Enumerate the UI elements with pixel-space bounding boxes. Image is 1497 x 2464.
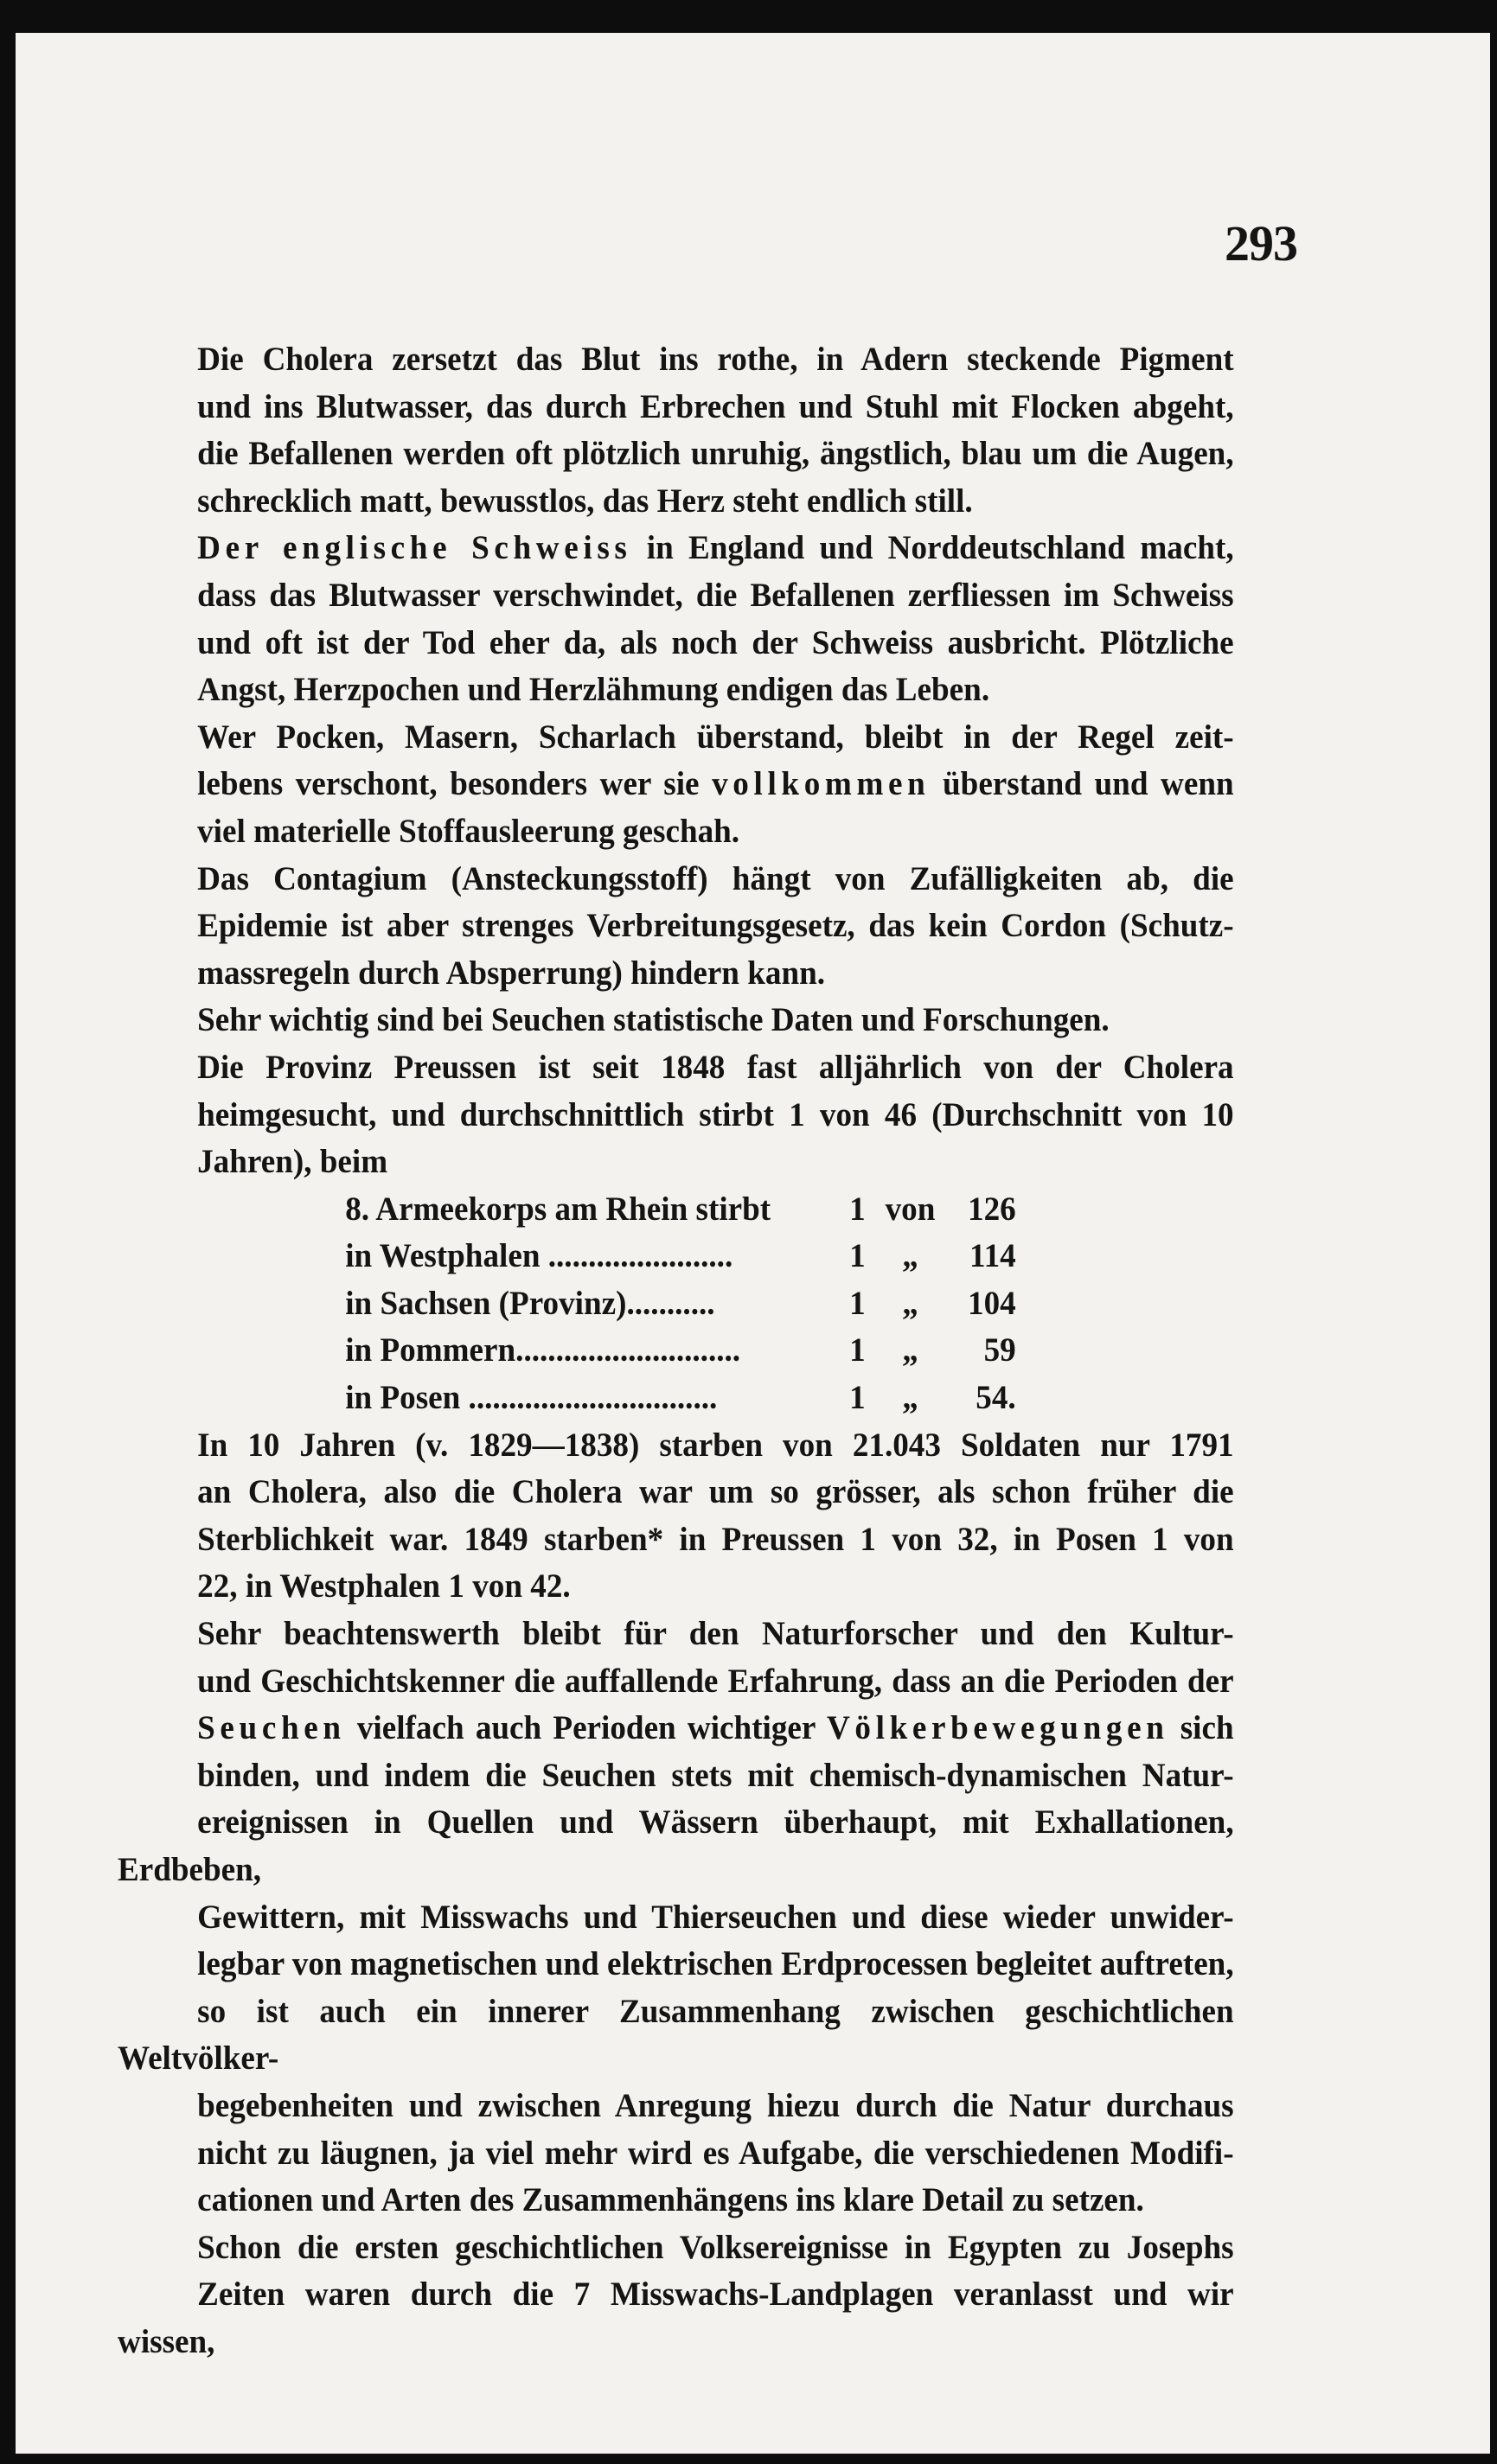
paragraph-cholera [118, 335, 1234, 524]
paragraph-provinz-preussen [118, 1044, 1234, 1185]
row-von: von [885, 1189, 936, 1228]
row-count: 1 [849, 1378, 866, 1417]
text-line: Die Cholera zersetzt das Blut ins rothe, in Adern steckende Pigment [197, 340, 1234, 378]
text-line: Wer Pocken, Masern, Scharlach überstand, bleibt in der Regel zeit- [197, 717, 1234, 756]
paragraph-soldaten [118, 1421, 1234, 1610]
text-line: legbar von magnetischen und elektrischen Erdprocessen begleitet auftreten, [197, 1944, 1234, 1983]
text-line: Sterblichkeit war. 1849 starben* in Preussen 1 von 32, in Posen 1 von [197, 1519, 1234, 1558]
row-von: „ [902, 1236, 918, 1275]
text-line: dass das Blutwasser verschwindet, die Befallenen zerfliessen im Schweiss [197, 575, 1234, 614]
text-line: so ist auch ein innerer Zusammenhang zwischen geschichtlichen Weltvölker- [118, 1991, 1234, 2078]
book-page [16, 33, 1490, 2454]
text-line: begebenheiten und zwischen Anregung hiezu durch die Natur durchaus [197, 2085, 1234, 2124]
page-number: 293 [1225, 215, 1297, 271]
text-line: cationen und Arten des Zusammenhängens ins klare Detail zu setzen. [197, 2180, 1144, 2219]
text-line: nicht zu läugnen, ja viel mehr wird es Aufgabe, die verschiedenen Modifi- [197, 2133, 1234, 2172]
text-line [118, 1704, 1234, 1752]
text-line: Sehr wichtig sind bei Seuchen statistische Daten und Forschungen. [197, 1000, 1110, 1039]
text-line: Das Contagium (Ansteckungsstoff) hängt von Zufälligkeiten ab, die [197, 859, 1234, 897]
row-count: 1 [849, 1283, 866, 1322]
row-label: in Pommern............................ [345, 1331, 741, 1369]
text-line: Sehr beachtenswerth bleibt für den Naturforscher und den Kultur- [197, 1614, 1234, 1653]
text-line: und ins Blutwasser, das durch Erbrechen und Stuhl mit Flocken abgeht, [197, 386, 1234, 425]
row-count: 1 [849, 1331, 866, 1369]
text-line: und Geschichtskenner die auffallende Erfahrung, dass an die Perioden der [197, 1661, 1234, 1700]
table-row [345, 1280, 1233, 1327]
text-line: Epidemie ist aber strenges Verbreitungsgesetz, das kein Cordon (Schutz- [197, 906, 1234, 945]
paragraph-englischer-schweiss [118, 524, 1234, 712]
paragraph-egypten [118, 2224, 1234, 2365]
text-line: 22, in Westphalen 1 von 42. [197, 1567, 571, 1605]
text-fragment: lebens verschont, besonders wer sie [197, 764, 713, 803]
row-von: „ [902, 1283, 918, 1322]
body-text [118, 335, 1234, 2365]
text-fragment: sich [1168, 1708, 1234, 1747]
text-line: viel materielle Stoffausleerung geschah. [197, 811, 740, 850]
paragraph-pocken [118, 713, 1234, 855]
paragraph-statistik [118, 996, 1234, 1044]
text-line: Zeiten waren durch die 7 Misswachs-Landplagen veranlasst und wir wissen, [118, 2275, 1234, 2360]
text-line [118, 524, 1234, 571]
spaced-term: vollkommen [712, 764, 931, 803]
text-line: und oft ist der Tod eher da, als noch der Schweiss ausbricht. Plötzliche [197, 622, 1234, 661]
text-line: die Befallenen werden oft plötzlich unruhig, ängstlich, blau um die Augen, [197, 434, 1234, 473]
text-line: In 10 Jahren (v. 1829—1838) starben von 21.043 Soldaten nur 1791 [197, 1425, 1234, 1464]
text-fragment: vielfach auch Perioden wichtiger [345, 1708, 827, 1747]
text-line: ereignissen in Quellen und Wässern überhaupt, mit Exhallationen, Erdbeben, [118, 1803, 1234, 1888]
row-value: 59 [983, 1331, 1016, 1369]
text-line: Schon die ersten geschichtlichen Volksereignisse in Egypten zu Josephs [197, 2227, 1234, 2266]
paragraph-voelkerbewegungen [118, 1610, 1234, 2224]
text-line: an Cholera, also die Cholera war um so grösser, als schon früher die [197, 1472, 1234, 1511]
row-count: 1 [849, 1236, 866, 1275]
text-fragment: in England und Norddeutschland macht, [631, 528, 1234, 567]
spaced-term: Der englische Schweiss [197, 528, 632, 567]
text-line: heimgesucht, und durchschnittlich stirbt 1 von 46 (Durchschnitt von 10 [197, 1095, 1234, 1133]
text-line: massregeln durch Absperrung) hindern kann. [197, 953, 826, 992]
text-line: binden, und indem die Seuchen stets mit chemisch-dynamischen Natur- [197, 1755, 1234, 1794]
table-row [345, 1326, 1233, 1374]
row-label: 8. Armeekorps am Rhein stirbt [345, 1189, 771, 1228]
text-line: Jahren), beim [197, 1142, 388, 1181]
text-line: Gewittern, mit Misswachs und Thierseuchen und diese wieder unwider- [197, 1897, 1234, 1936]
text-line: Die Provinz Preussen ist seit 1848 fast alljährlich von der Cholera [197, 1047, 1234, 1086]
text-line: Angst, Herzpochen und Herzlähmung endigen das Leben. [197, 670, 990, 709]
mortality-table [345, 1185, 1233, 1421]
row-value: 114 [969, 1236, 1016, 1275]
row-von: „ [902, 1378, 918, 1417]
row-value: 54. [976, 1378, 1016, 1417]
row-label: in Posen ............................... [345, 1378, 718, 1417]
row-von: „ [902, 1331, 918, 1369]
row-label: in Sachsen (Provinz)........... [345, 1283, 715, 1322]
spaced-term: Völkerbewegungen [826, 1708, 1169, 1747]
row-count: 1 [849, 1189, 866, 1228]
row-label: in Westphalen ....................... [345, 1236, 733, 1275]
row-value: 126 [968, 1189, 1016, 1228]
paragraph-contagium [118, 855, 1234, 997]
table-row [345, 1185, 1233, 1233]
spaced-term: Seuchen [197, 1708, 346, 1747]
table-row [345, 1232, 1233, 1280]
text-fragment: überstand und wenn [930, 764, 1234, 803]
text-line [118, 760, 1234, 808]
text-line: schrecklich matt, bewusstlos, das Herz steht endlich still. [197, 481, 973, 520]
table-row [345, 1374, 1233, 1421]
row-value: 104 [968, 1283, 1016, 1322]
